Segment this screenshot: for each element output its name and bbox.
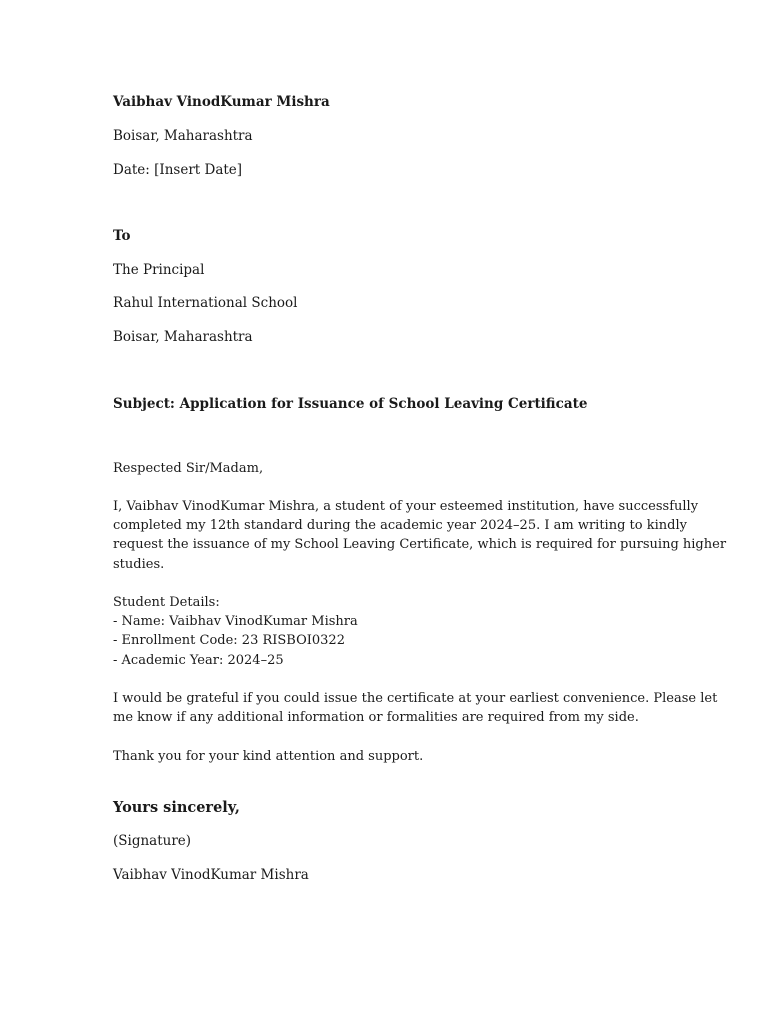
letter-date: Date: [Insert Date] xyxy=(113,162,243,178)
signature-placeholder: (Signature) xyxy=(113,833,192,849)
recipient-title: The Principal xyxy=(113,262,205,278)
body-paragraph-2-line: me know if any additional information or formalities are required from my side. xyxy=(113,710,639,726)
student-details-heading: Student Details: xyxy=(113,595,220,610)
recipient-location: Boisar, Maharashtra xyxy=(113,329,253,345)
recipient-school: Rahul International School xyxy=(113,295,298,311)
thanks-line: Thank you for your kind attention and support. xyxy=(113,749,424,764)
subject-line: Subject: Application for Issuance of School Leaving Certificate xyxy=(113,396,588,412)
body-paragraph-1-line: completed my 12th standard during the academic year 2024–25. I am writing to kindly xyxy=(113,518,687,534)
body-paragraph-1-line: studies. xyxy=(113,556,165,572)
body-paragraph-1 xyxy=(113,497,727,574)
sign-off: Yours sincerely, xyxy=(113,799,240,816)
salutation: Respected Sir/Madam, xyxy=(113,461,264,476)
body-paragraph-1-line: I, Vaibhav VinodKumar Mishra, a student of your esteemed institution, have successfully xyxy=(113,499,699,514)
sender-location: Boisar, Maharashtra xyxy=(113,128,253,144)
body-paragraph-2-line: I would be grateful if you could issue the certificate at your earliest convenience. Please let xyxy=(113,691,718,706)
student-details xyxy=(113,593,673,670)
closing-name: Vaibhav VinodKumar Mishra xyxy=(113,867,309,883)
body-paragraph-1-line: request the issuance of my School Leaving Certificate, which is required for pursuing higher xyxy=(113,537,727,553)
student-name-detail: - Name: Vaibhav VinodKumar Mishra xyxy=(113,614,358,630)
academic-year-detail: - Academic Year: 2024–25 xyxy=(113,652,284,668)
to-label: To xyxy=(113,228,131,244)
sender-name: Vaibhav VinodKumar Mishra xyxy=(113,94,330,110)
enrollment-code-detail: - Enrollment Code: 23 RISBOI0322 xyxy=(113,633,345,649)
body-paragraph-2 xyxy=(113,689,718,727)
